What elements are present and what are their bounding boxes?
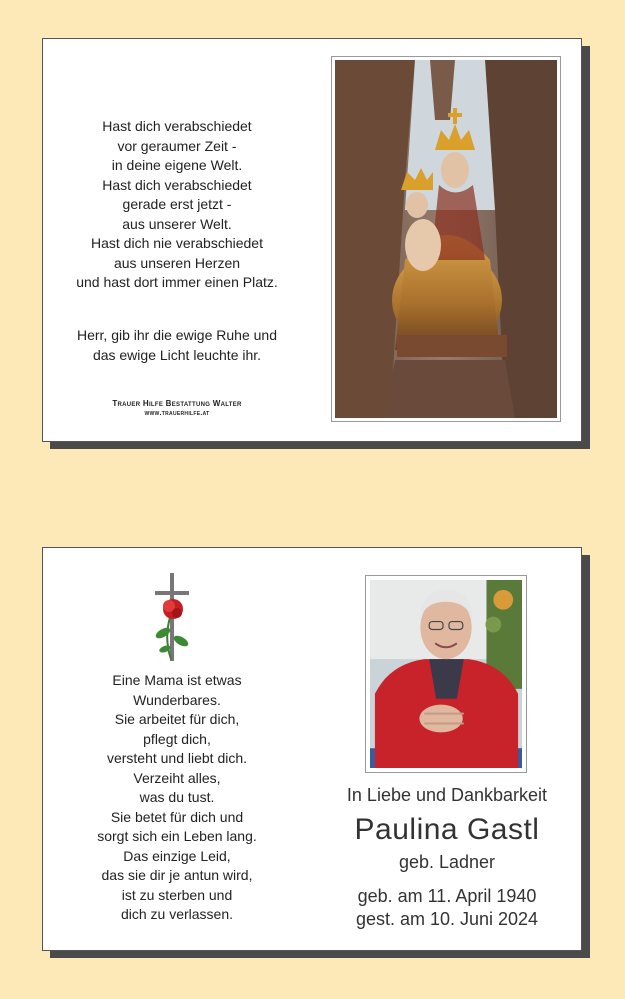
farewell-poem bbox=[57, 117, 297, 293]
poem-line: in deine eigene Welt. bbox=[111, 157, 243, 173]
portrait-image bbox=[370, 580, 522, 768]
mother-poem bbox=[67, 671, 287, 925]
memorial-card-back bbox=[42, 547, 582, 951]
prayer-line: Herr, gib ihr die ewige Ruhe und bbox=[76, 327, 277, 343]
maiden-name: geb. Ladner bbox=[398, 852, 496, 872]
prayer-text bbox=[57, 326, 297, 365]
portrait-photo-frame bbox=[365, 575, 527, 773]
dedication-text: In Liebe und Dankbarkeit bbox=[346, 785, 548, 805]
poem-line: das sie dir je antun wird, bbox=[101, 867, 253, 883]
funeral-home-url: www.trauerhilfe.at bbox=[144, 410, 210, 417]
death-date: gest. am 10. Juni 2024 bbox=[355, 909, 539, 929]
poem-line: aus unserer Welt. bbox=[122, 215, 232, 232]
birth-date: geb. am 11. April 1940 bbox=[357, 886, 537, 906]
poem-line: versteht und liebt dich. bbox=[106, 750, 248, 766]
poem-line: Verzeiht alles, bbox=[133, 769, 221, 786]
poem-line: dich zu verlassen. bbox=[120, 906, 234, 922]
poem-line: Wunderbares. bbox=[133, 691, 221, 708]
poem-line: Das einzige Leid, bbox=[123, 847, 231, 864]
prayer-line: das ewige Licht leuchte ihr. bbox=[92, 346, 262, 363]
poem-line: Sie arbeitet für dich, bbox=[114, 711, 240, 727]
poem-line: was du tust. bbox=[139, 789, 215, 805]
poem-line: pflegt dich, bbox=[143, 730, 211, 747]
poem-line: Hast dich verabschiedet bbox=[102, 176, 252, 193]
poem-line: Sie betet für dich und bbox=[110, 808, 244, 825]
deceased-name: Paulina Gastl bbox=[354, 813, 540, 846]
poem-line: vor geraumer Zeit - bbox=[117, 137, 237, 154]
madonna-statue-image bbox=[335, 60, 557, 418]
poem-line: gerade erst jetzt - bbox=[122, 196, 232, 212]
poem-line: Hast dich nie verabschiedet bbox=[91, 235, 263, 251]
poem-line: und hast dort immer einen Platz. bbox=[76, 274, 278, 290]
cross-with-rose-icon bbox=[143, 571, 203, 666]
poem-line: Eine Mama ist etwas bbox=[112, 672, 242, 688]
memorial-card-front bbox=[42, 38, 582, 442]
funeral-home-name: Trauer Hilfe Bestattung Walter bbox=[112, 399, 242, 408]
madonna-photo-frame bbox=[331, 56, 561, 422]
poem-line: sorgt sich ein Leben lang. bbox=[97, 828, 257, 844]
poem-line: aus unseren Herzen bbox=[113, 254, 241, 271]
poem-line: ist zu sterben und bbox=[121, 886, 233, 903]
poem-line: Hast dich verabschiedet bbox=[102, 118, 252, 134]
